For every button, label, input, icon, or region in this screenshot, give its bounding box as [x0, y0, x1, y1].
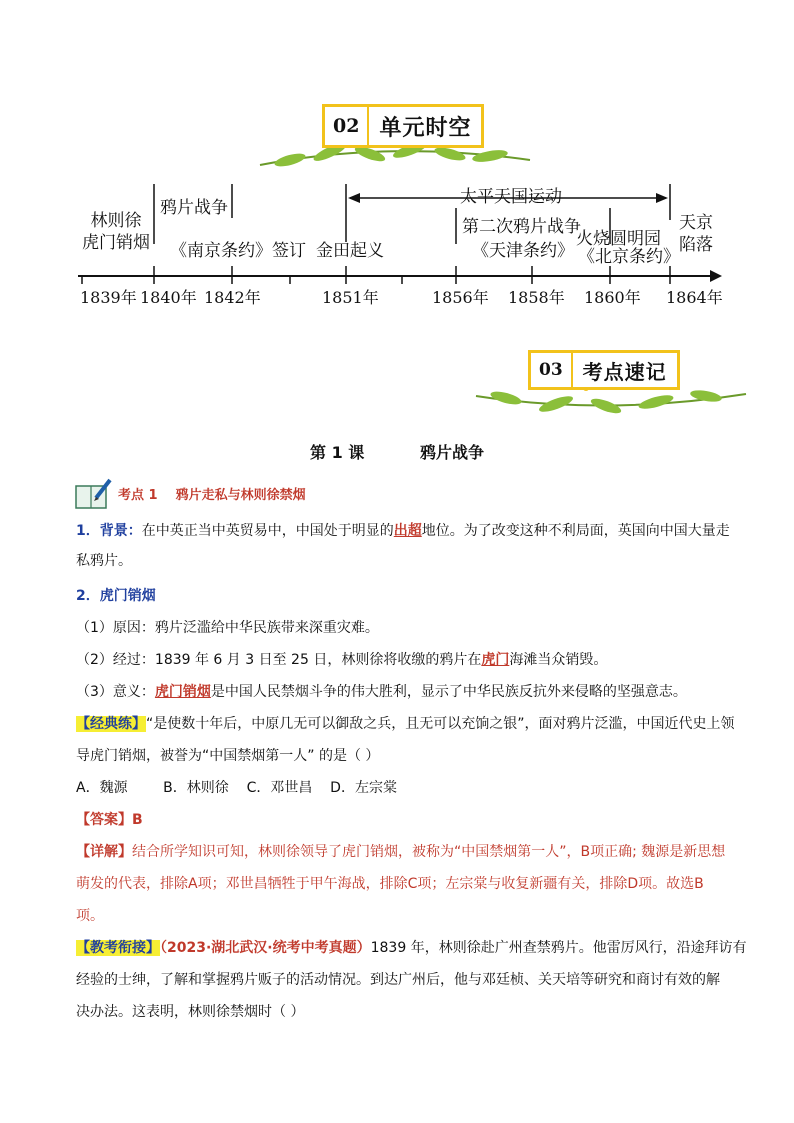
- section-banner-03: [528, 350, 680, 390]
- text: 是中国人民禁烟斗争的伟大胜利，显示了中华民族反抗外来侵略的坚强意志。: [210, 684, 687, 700]
- linkage-question-end: 决办法。这表明，林则徐禁烟时（ ）: [76, 1004, 305, 1020]
- text: “是使数十年后，中原几无可以御敌之兵，且无可以充饷之银”，面对鸦片泛滥，中国近代史上领: [146, 716, 735, 732]
- subheading-humen: 2．虎门销烟: [76, 588, 156, 604]
- text: 地位。为了改变这种不利局面，英国向中国大量走: [421, 523, 730, 539]
- year-label: 1839年: [80, 288, 137, 307]
- linkage-question-cont: 经验的士绅，了解和掌握鸦片贩子的活动情况。到达广州后，他与邓廷桢、关天培等研究和商讨有效的解: [76, 972, 720, 988]
- answer-line: [76, 810, 143, 830]
- text: 在中英正当中英贸易中，中国处于明显的: [141, 523, 394, 539]
- detail-line: [76, 842, 725, 862]
- source-tag: （2023·湖北武汉·统考中考真题）: [160, 940, 371, 956]
- event-beijing-treaty: 《北京条约》: [578, 247, 680, 267]
- paragraph-background: [76, 521, 730, 541]
- text: （3）意义：: [76, 684, 155, 700]
- exercise-tag: 【经典练】: [76, 716, 146, 732]
- section-banner-02: [322, 104, 484, 148]
- banner-number: 02: [325, 107, 369, 145]
- text: 结合所学知识可知，林则徐领导了虎门销烟，被称为“中国禁烟第一人”，B项正确; 魏源是新思想: [132, 844, 726, 860]
- year-label: 1864年: [666, 288, 723, 307]
- detail-line-cont: 萌发的代表，排除A项；邓世昌牺牲于甲午海战，排除C项；左宗棠与收复新疆有关，排除D项。故选B: [76, 876, 704, 892]
- keyword-underline: 虎门销烟: [154, 684, 211, 700]
- year-label: 1842年: [204, 288, 261, 307]
- year-label: 1840年: [140, 288, 197, 307]
- linkage-tag: 【教考衔接】: [76, 940, 160, 956]
- event-yuanmingyuan: 火烧圆明园: [576, 229, 661, 249]
- detail-tag: 【详解】: [76, 844, 132, 860]
- answer-value: B: [132, 812, 143, 828]
- linkage-question: [76, 938, 747, 958]
- event-jintian: 金田起义: [316, 241, 384, 261]
- significance-line: [76, 682, 687, 702]
- keyword: 背景：: [99, 523, 142, 539]
- banner-title: 考点速记: [582, 359, 667, 384]
- keyword-underline: 虎门: [481, 652, 510, 668]
- exercise-question-cont: 导虎门销烟，被誉为“中国禁烟第一人” 的是（ ）: [76, 748, 380, 764]
- event-nanjing-treaty: 《南京条约》签订: [170, 241, 306, 261]
- process-line: [76, 650, 607, 670]
- text: 1839 年，林则徐赴广州查禁鸦片。他雷厉风行，沿途拜访有: [370, 940, 747, 956]
- event-tianjin-treaty: 《天津条约》: [472, 241, 574, 261]
- reason-line: （1）原因：鸦片泛滥给中华民族带来深重灾难。: [76, 620, 379, 636]
- event-humen: 林则徐 虎门销烟: [82, 211, 150, 253]
- event-taiping: 太平天国运动: [460, 187, 562, 207]
- year-label: 1856年: [432, 288, 489, 307]
- banner-number: 03: [531, 353, 573, 387]
- event-tianjing-fall: 天京 陷落: [679, 213, 713, 255]
- book-pen-icon: [74, 478, 114, 510]
- lesson-title: 第 1 课 鸦片战争: [310, 443, 484, 462]
- item-number: 1．: [76, 523, 100, 539]
- year-label: 1858年: [508, 288, 565, 307]
- event-opium-war: 鸦片战争: [160, 198, 228, 218]
- answer-tag: 【答案】: [76, 812, 132, 828]
- event-second-opium-war: 第二次鸦片战争: [462, 217, 581, 237]
- exercise-options: A．魏源 B．林则徐 C．邓世昌 D．左宗棠: [76, 780, 397, 796]
- kaodian-heading: 考点 1 鸦片走私与林则徐禁烟: [118, 488, 306, 503]
- keyword-underline: 出超: [393, 523, 422, 539]
- text: （2）经过：1839 年 6 月 3 日至 25 日，林则徐将收缴的鸦片在: [76, 652, 482, 668]
- exercise-question: [76, 714, 735, 734]
- banner-title: 单元时空: [379, 114, 472, 141]
- paragraph-background-cont: 私鸦片。: [76, 553, 132, 569]
- text: 海滩当众销毁。: [509, 652, 608, 668]
- year-label: 1851年: [322, 288, 379, 307]
- year-label: 1860年: [584, 288, 641, 307]
- detail-line-end: 项。: [76, 908, 104, 924]
